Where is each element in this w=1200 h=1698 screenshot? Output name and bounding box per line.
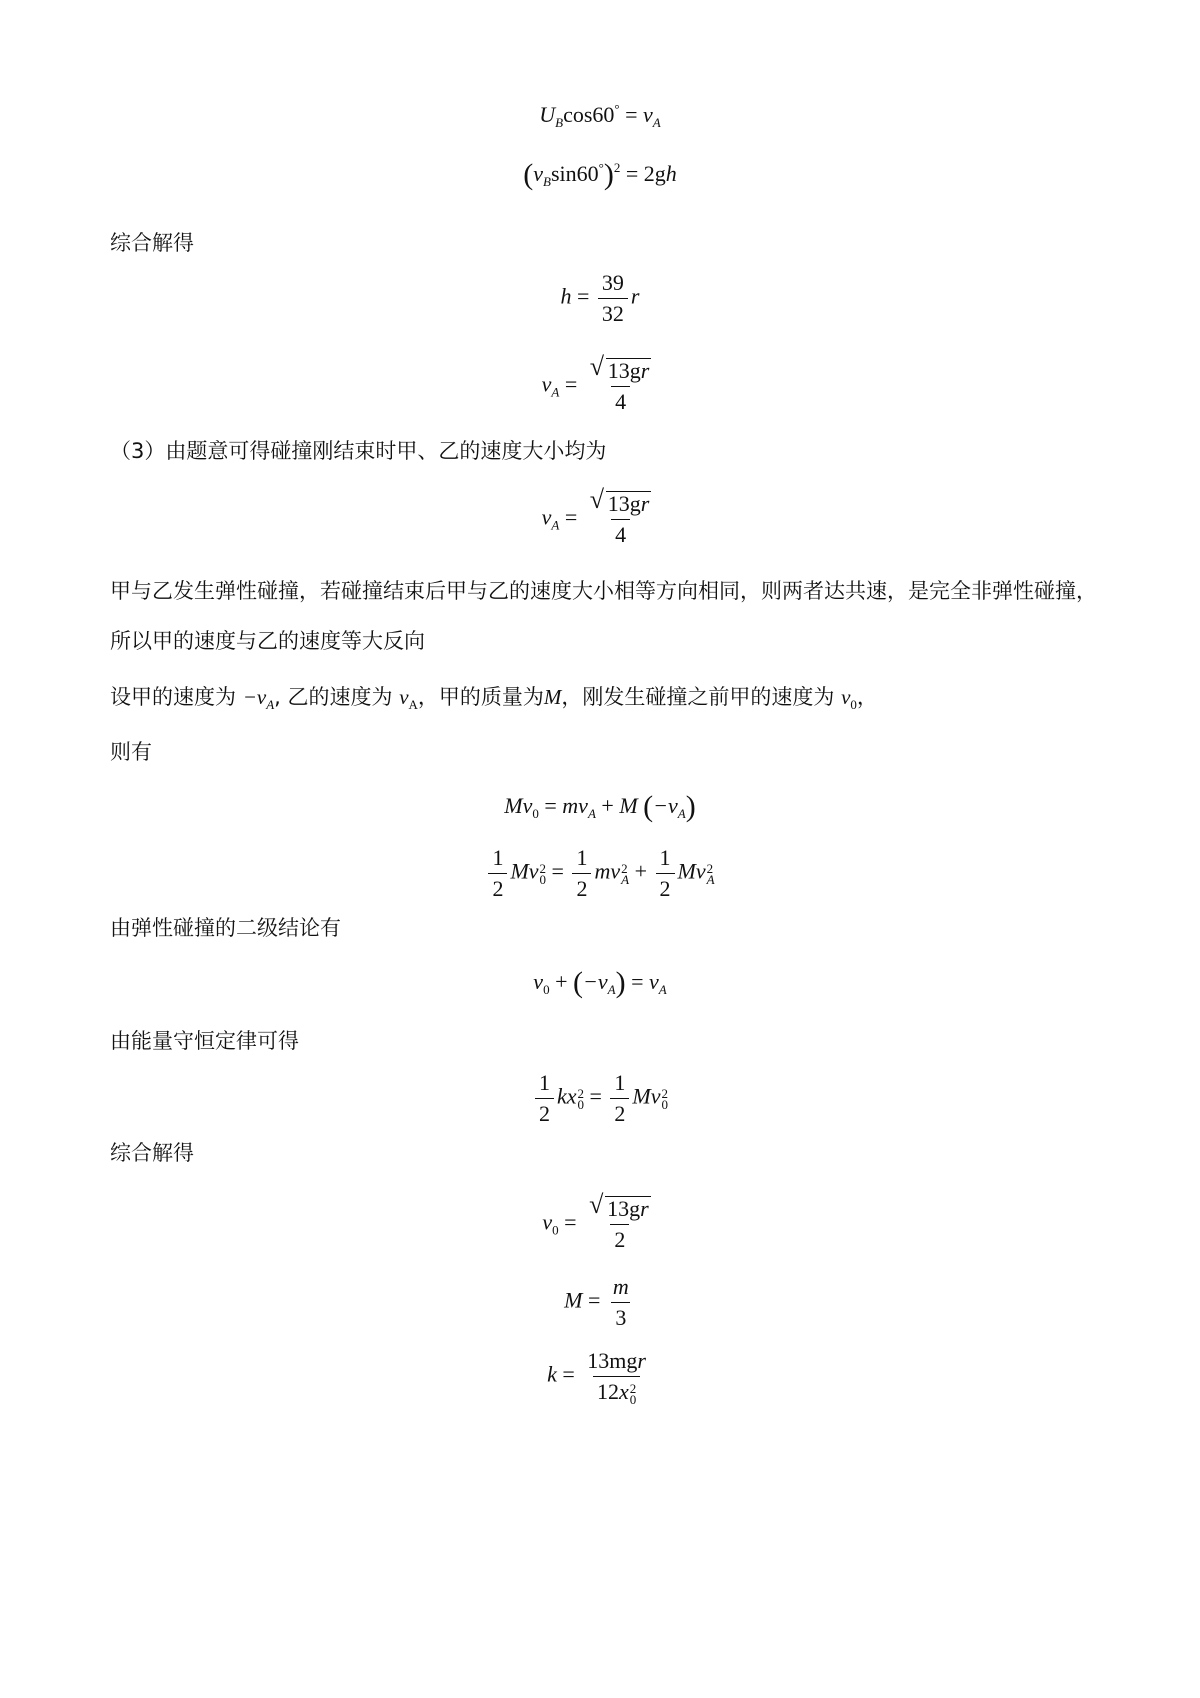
paragraph-solve-1: 综合解得 <box>110 231 194 255</box>
equation-va-2: $v_A$ = √ 13gr 4 <box>541 485 650 547</box>
equation-mass: M = $\frac{m}{3}$ <box>564 1274 629 1330</box>
equation-vb-sin60: $(v_B\sin 60^\circ)^2 = 2gh$ <box>523 158 677 191</box>
paragraph-collision-2: 所以甲的速度与乙的速度等大反向 <box>110 629 425 653</box>
paragraph-collision-1: 甲与乙发生弹性碰撞，若碰撞结束后甲与乙的速度大小相等方向相同，则两者达共速，是完全非弹性碰撞， <box>110 579 1097 603</box>
equation-energy-collision: $\frac{1}{2}$ Mv 2 0 = $\frac{1}{2}$ mv 2 A + $\frac{1}{2}$ Mv 2 A <box>0 845 1200 902</box>
paragraph-solve-2: 综合解得 <box>110 1141 194 1165</box>
paragraph-energy-conservation: 由能量守恒定律可得 <box>110 1029 299 1053</box>
paragraph-then: 则有 <box>110 740 152 764</box>
equation-spring-energy: $\frac{1}{2}$ kx 2 0 = $\frac{1}{2}$ Mv 2 0 <box>0 1070 1200 1127</box>
equation-v0: $v_0$ = √ 13gr 2 <box>542 1190 649 1252</box>
paragraph-elastic-conclusion: 由弹性碰撞的二级结论有 <box>110 916 341 940</box>
equation-ub-cos60: $U_B\cos 60^\circ = v_A$ <box>539 101 661 130</box>
equation-velocity-relation: $v_0 + (-v_A) = v_A$ <box>533 966 667 999</box>
equation-h: h = $\frac{39}{32}$ r <box>560 270 640 326</box>
equation-momentum: $Mv_0 = mv_A + M$ $(-v_A)$ <box>504 790 696 823</box>
paragraph-setup: 设甲的速度为 $-v_A$, 乙的速度为 $v_A$，甲的质量为M，刚发生碰撞之前甲的速度为 $v_0$， <box>110 685 878 712</box>
paragraph-part-3: （3）由题意可得碰撞刚结束时甲、乙的速度大小均为 <box>110 439 607 463</box>
equation-k: k = 13mgr 12x 2 0 <box>547 1348 646 1407</box>
equation-va-1: $v_A$ = √ 13gr 4 <box>541 352 650 414</box>
